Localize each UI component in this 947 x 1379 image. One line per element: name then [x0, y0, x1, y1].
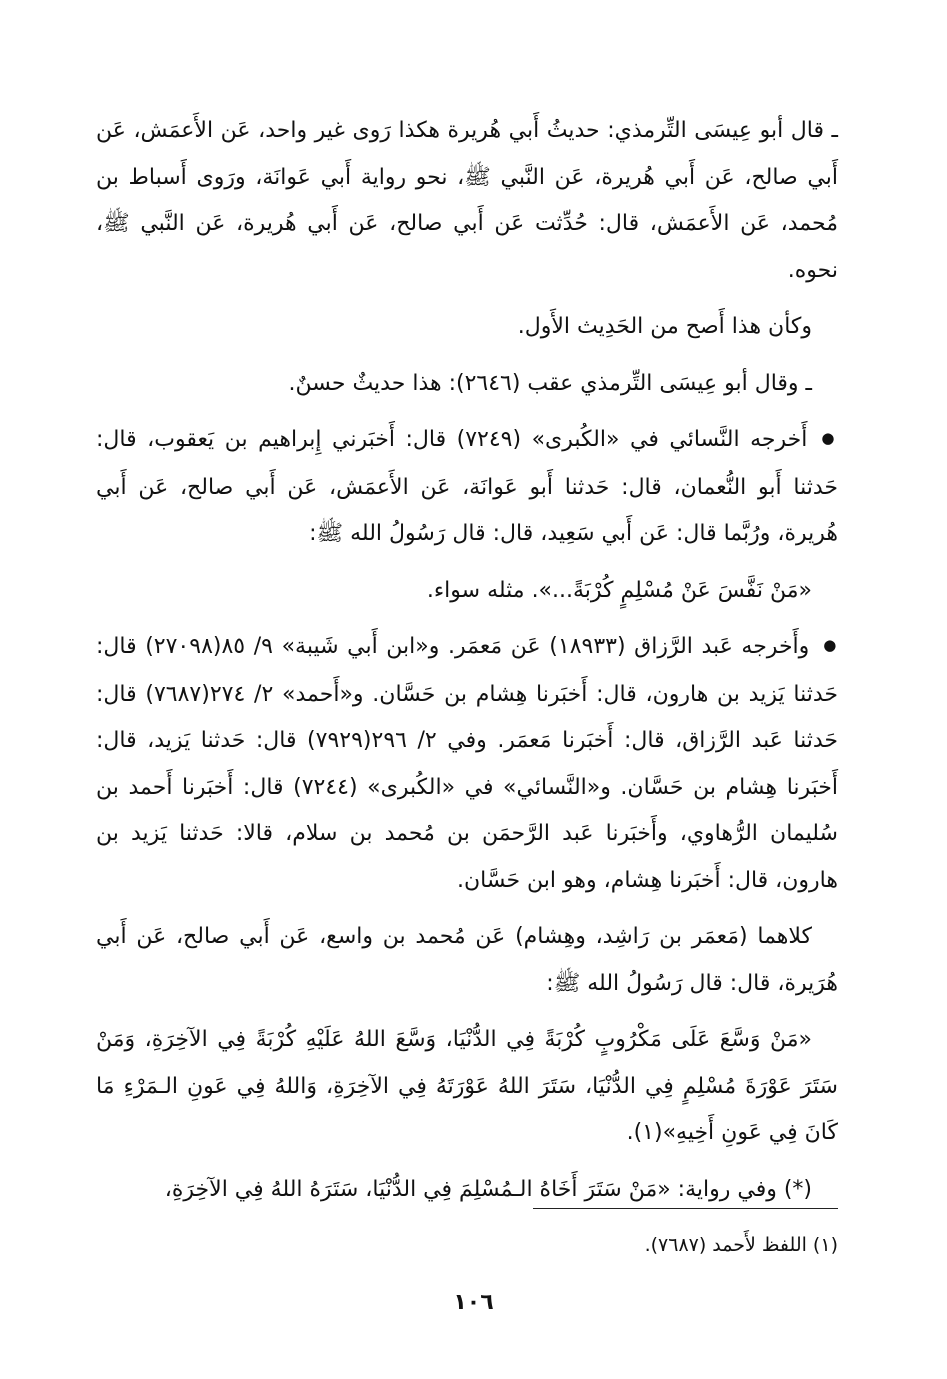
paragraph-chain-both: كلاهما (مَعمَر بن رَاشِد، وهِشام) عَن مُحمد بن واسع، عَن أَبي صالح، عَن أَبي هُرَيرة، قال: قال رَسُولُ الله ﷺ:	[96, 924, 838, 996]
main-text	[96, 108, 838, 1223]
paragraph-hadith-full: «مَنْ وَسَّعَ عَلَى مَكْرُوبٍ كُرْبَةً فِي الدُّنْيَا، وَسَّعَ اللهُ عَلَيْهِ كُرْبَةً فِي الآخِرَةِ، وَمَنْ سَتَرَ عَوْرَةَ مُسْلِمٍ فِي الدُّنْيَا، سَتَرَ اللهُ عَوْرَتَهُ فِي الآخِرَةِ، وَاللهُ فِي عَونِ الـمَرْءِ مَا كَانَ فِي عَونِ أَخِيهِ»(١).	[96, 1027, 838, 1145]
paragraph-hasan-note: ـ وقال أبو عِيسَى التِّرمذي عقب (٢٦٤٦): هذا حديثٌ حسنٌ.	[288, 370, 812, 396]
footnote: (١) اللفظ لأَحمد (٧٦٨٧).	[644, 1234, 838, 1256]
footnote-divider	[533, 1208, 838, 1209]
paragraph-sahih-note: وكأن هذا أَصح من الحَدِيث الأَول.	[517, 314, 812, 339]
paragraph-nasai-takhrij: ● أَخرجه النَّسائي في «الكُبرى» (٧٢٤٩) قال: أَخبَرني إِبراهيم بن يَعقوب، قال: حَدثنا أَبو النُّعمان، قال: حَدثنا أَبو عَوانَة، عَن الأَعمَش، عَن أَبي صالح، عَن أَبي هُريرة، ورُبَّما قال: عَن أَبي سَعِيد، قال: قال رَسُولُ الله ﷺ:	[96, 417, 838, 558]
paragraph-tirmidhi-comment: ـ قال أبو عِيسَى التِّرمذي: حديثُ أَبي هُريرة هكذا رَوى غير واحد، عَن الأَعمَش، عَن أَبي صالح، عَن أَبي هُريرة، عَن النَّبي ﷺ، نحو رواية أَبي عَوانَة، ورَوى أَسباط بن مُحمد، عَن الأَعمَش، قال: حُدِّثت عَن أَبي صالح، عَن أَبي هُريرة، عَن النَّبي ﷺ، نحوه.	[96, 118, 838, 283]
page-number: ١٠٦	[453, 1290, 494, 1315]
paragraph-hadith-short: «مَنْ نَفَّسَ عَنْ مُسْلِمٍ كُرْبَةً...». مثله سواء.	[426, 577, 812, 603]
paragraph-variant-narration: (*) وفي رواية: «مَنْ سَتَرَ أَخَاهُ الـمُسْلِمَ فِي الدُّنْيَا، سَتَرَهُ اللهُ فِي الآخِرَةِ،	[164, 1176, 812, 1202]
paragraph-abdulrazzaq-takhrij: ● وأَخرجه عَبد الرَّزاق (١٨٩٣٣) عَن مَعمَر. و«ابن أَبي شَيبة» ٩/ ٨٥(٢٧٠٩٨) قال: حَدثنا يَزيد بن هارون، قال: أَخبَرنا هِشام بن حَسَّان. و«أَحمد» ٢/ ٢٧٤(٧٦٨٧) قال: حَدثنا عَبد الرَّزاق، قال: أَخبَرنا مَعمَر. وفي ٢/ ٢٩٦(٧٩٢٩) قال: حَدثنا يَزيد، قال: أَخبَرنا هِشام بن حَسَّان. و«النَّسائي» في «الكُبرى» (٧٢٤٤) قال: أَخبَرنا أَحمد بن سُليمان الرُّهاوي، وأَخبَرنا عَبد الرَّحمَن بن مُحمد بن سلام، قالا: حَدثنا يَزيد بن هارون، قال: أَخبَرنا هِشام، وهو ابن حَسَّان.	[96, 624, 838, 904]
